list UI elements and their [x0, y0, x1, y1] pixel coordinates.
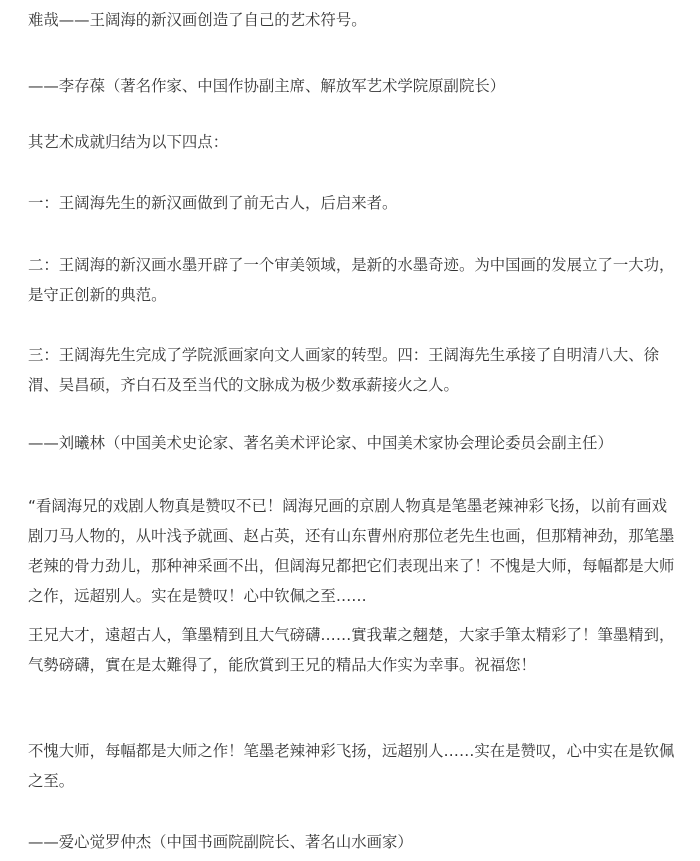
- paragraph-attribution-aixin-jueluo: ——爱心觉罗仲杰（中国书画院副院长、著名山水画家）: [28, 833, 413, 851]
- paragraph-point-one: 一：王阔海先生的新汉画做到了前无古人，后启来者。: [28, 194, 398, 212]
- paragraph-intro-title: 难哉——王阔海的新汉画创造了自己的艺术符号。: [28, 11, 367, 29]
- paragraph-point-two: 二：王阔海的新汉画水墨开辟了一个审美领域，是新的水墨奇迹。为中国画的发展立了一大功，是守正创新的典范。: [28, 256, 675, 304]
- paragraph-summary-heading: 其艺术成就归结为以下四点：: [28, 133, 229, 151]
- paragraph-attribution-liu-xilin: ——刘曦林（中国美术史论家、著名美术评论家、中国美术家协会理论委员会副主任）: [28, 434, 613, 452]
- paragraph-quote-traditional: 王兄大才，遠超古人，筆墨精到且大气磅礴……實我輩之翹楚，大家手筆太精彩了！筆墨精到，气勢磅礴，實在是太難得了，能欣賞到王兄的精品大作实为幸事。祝福您！: [28, 626, 675, 674]
- paragraph-quote-opera-figures: “看阔海兄的戏剧人物真是赞叹不已！阔海兄画的京剧人物真是笔墨老辣神彩飞扬，以前有画戏剧刀马人物的，从叶浅予就画、赵占英，还有山东曹州府那位老先生也画，但那精神劲，那笔墨老辣的骨力劲儿，那种神采画不出，但阔海兄都把它们表现出来了！不愧是大师，每幅都是大师之作，远超别人。实在是赞叹！心中钦佩之至……: [28, 497, 675, 605]
- paragraph-attribution-li-cunbao: ——李存葆（著名作家、中国作协副主席、解放军艺术学院原副院长）: [28, 77, 506, 95]
- paragraph-point-three-four: 三：王阔海先生完成了学院派画家向文人画家的转型。四：王阔海先生承接了自明清八大、徐渭、吴昌硕，齐白石及至当代的文脉成为极少数承薪接火之人。: [28, 346, 660, 394]
- paragraph-quote-master: 不愧大师，每幅都是大师之作！笔墨老辣神彩飞扬，远超别人……实在是赞叹，心中实在是钦佩之至。: [28, 742, 675, 790]
